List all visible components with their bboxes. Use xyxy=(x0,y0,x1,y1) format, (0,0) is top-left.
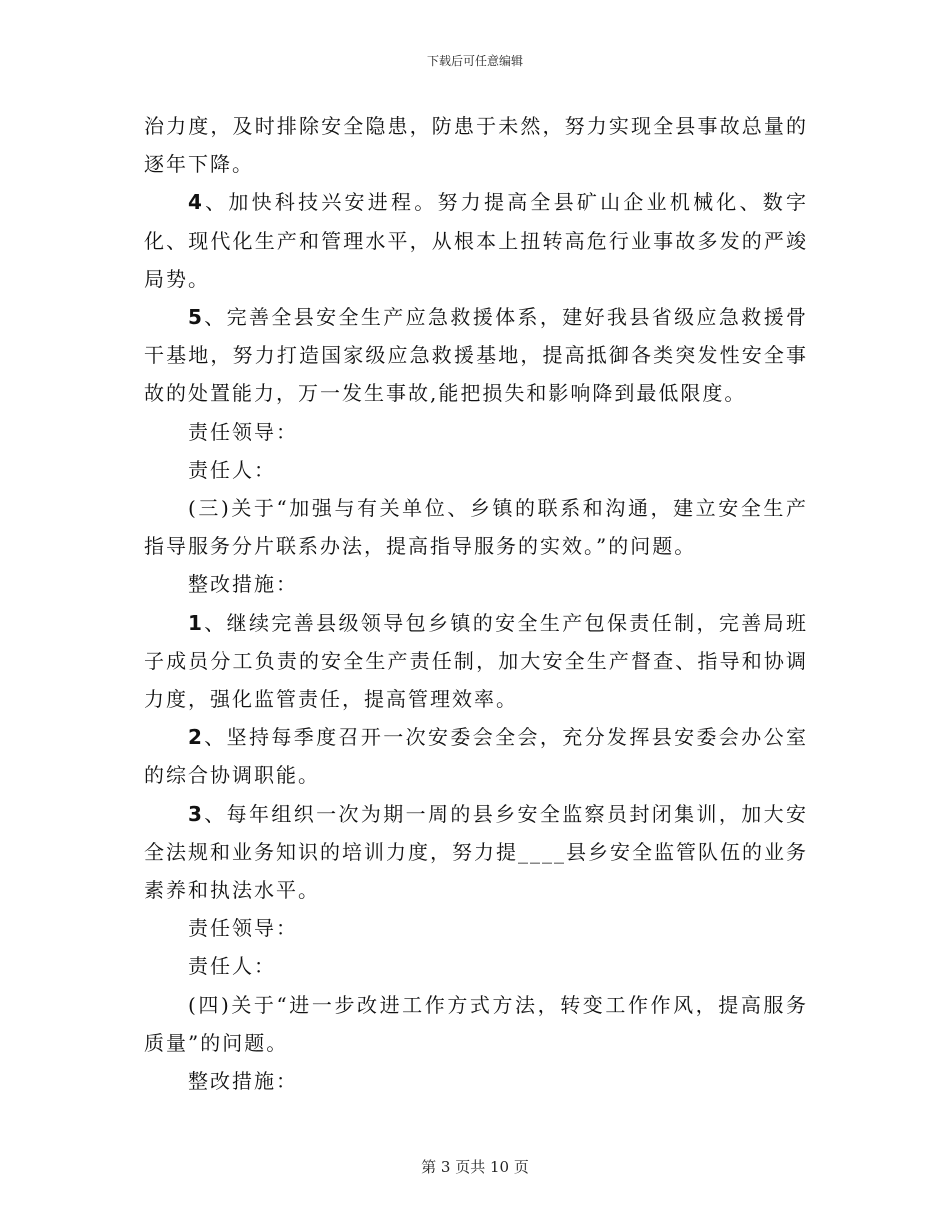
paragraph-5 xyxy=(144,489,808,565)
document-body xyxy=(144,107,808,1100)
paragraph-13 xyxy=(144,1062,808,1100)
page-footer: 第 3 页共 10 页 xyxy=(421,1158,529,1176)
paragraph-text: 整改措施： xyxy=(188,572,298,597)
paragraph-3 xyxy=(144,413,808,451)
paragraph-0 xyxy=(144,107,808,183)
paragraph-text: 责任领导： xyxy=(188,419,298,444)
paragraph-1 xyxy=(144,183,808,298)
paragraph-6 xyxy=(144,565,808,603)
paragraph-text: 、每年组织一次为期一周的县乡安全监察员封闭集训，加大安全法规和业务知识的培训力度，努力提____县乡安全监管队伍的业务素养和执法水平。 xyxy=(144,801,808,903)
paragraph-10 xyxy=(144,909,808,947)
paragraph-11 xyxy=(144,947,808,985)
paragraph-number: 1 xyxy=(188,610,204,635)
paragraph-text: 、加快科技兴安进程。努力提高全县矿山企业机械化、数字化、现代化生产和管理水平，从根本上扭转高危行业事故多发的严竣局势。 xyxy=(144,190,808,291)
paragraph-8 xyxy=(144,718,808,794)
paragraph-2 xyxy=(144,298,808,413)
paragraph-text: 责任领导： xyxy=(188,916,298,941)
paragraph-text: 、继续完善县级领导包乡镇的安全生产包保责任制，完善局班子成员分工负责的安全生产责任制，加大安全生产督查、指导和协调力度，强化监管责任，提高管理效率。 xyxy=(144,610,808,712)
paragraph-text: 、完善全县安全生产应急救援体系，建好我县省级应急救援骨干基地，努力打造国家级应急救援基地，提高抵御各类突发性安全事故的处置能力，万一发生事故,能把损失和影响降到最低限度。 xyxy=(144,305,808,406)
paragraph-text: (三)关于“加强与有关单位、乡镇的联系和沟通，建立安全生产指导服务分片联系办法，提高指导服务的实效。”的问题。 xyxy=(144,496,808,559)
paragraph-number: 3 xyxy=(188,801,204,826)
paragraph-9 xyxy=(144,795,808,910)
paragraph-number: 2 xyxy=(188,725,204,750)
paragraph-7 xyxy=(144,604,808,719)
paragraph-number: 4 xyxy=(188,190,204,215)
paragraph-text: (四)关于“进一步改进工作方式方法，转变工作作风，提高服务质量”的问题。 xyxy=(144,992,808,1055)
paragraph-4 xyxy=(144,451,808,489)
paragraph-text: 整改措施： xyxy=(188,1069,298,1094)
paragraph-text: 责任人： xyxy=(188,457,276,482)
paragraph-text: 、坚持每季度召开一次安委会全会，充分发挥县安委会办公室的综合协调职能。 xyxy=(144,725,808,788)
paragraph-12 xyxy=(144,986,808,1062)
paragraph-text: 责任人： xyxy=(188,954,276,979)
page-header: 下载后可任意编辑 xyxy=(426,54,523,68)
paragraph-text: 治力度，及时排除安全隐患，防患于未然，努力实现全县事故总量的逐年下降。 xyxy=(144,114,808,177)
paragraph-number: 5 xyxy=(188,305,204,330)
